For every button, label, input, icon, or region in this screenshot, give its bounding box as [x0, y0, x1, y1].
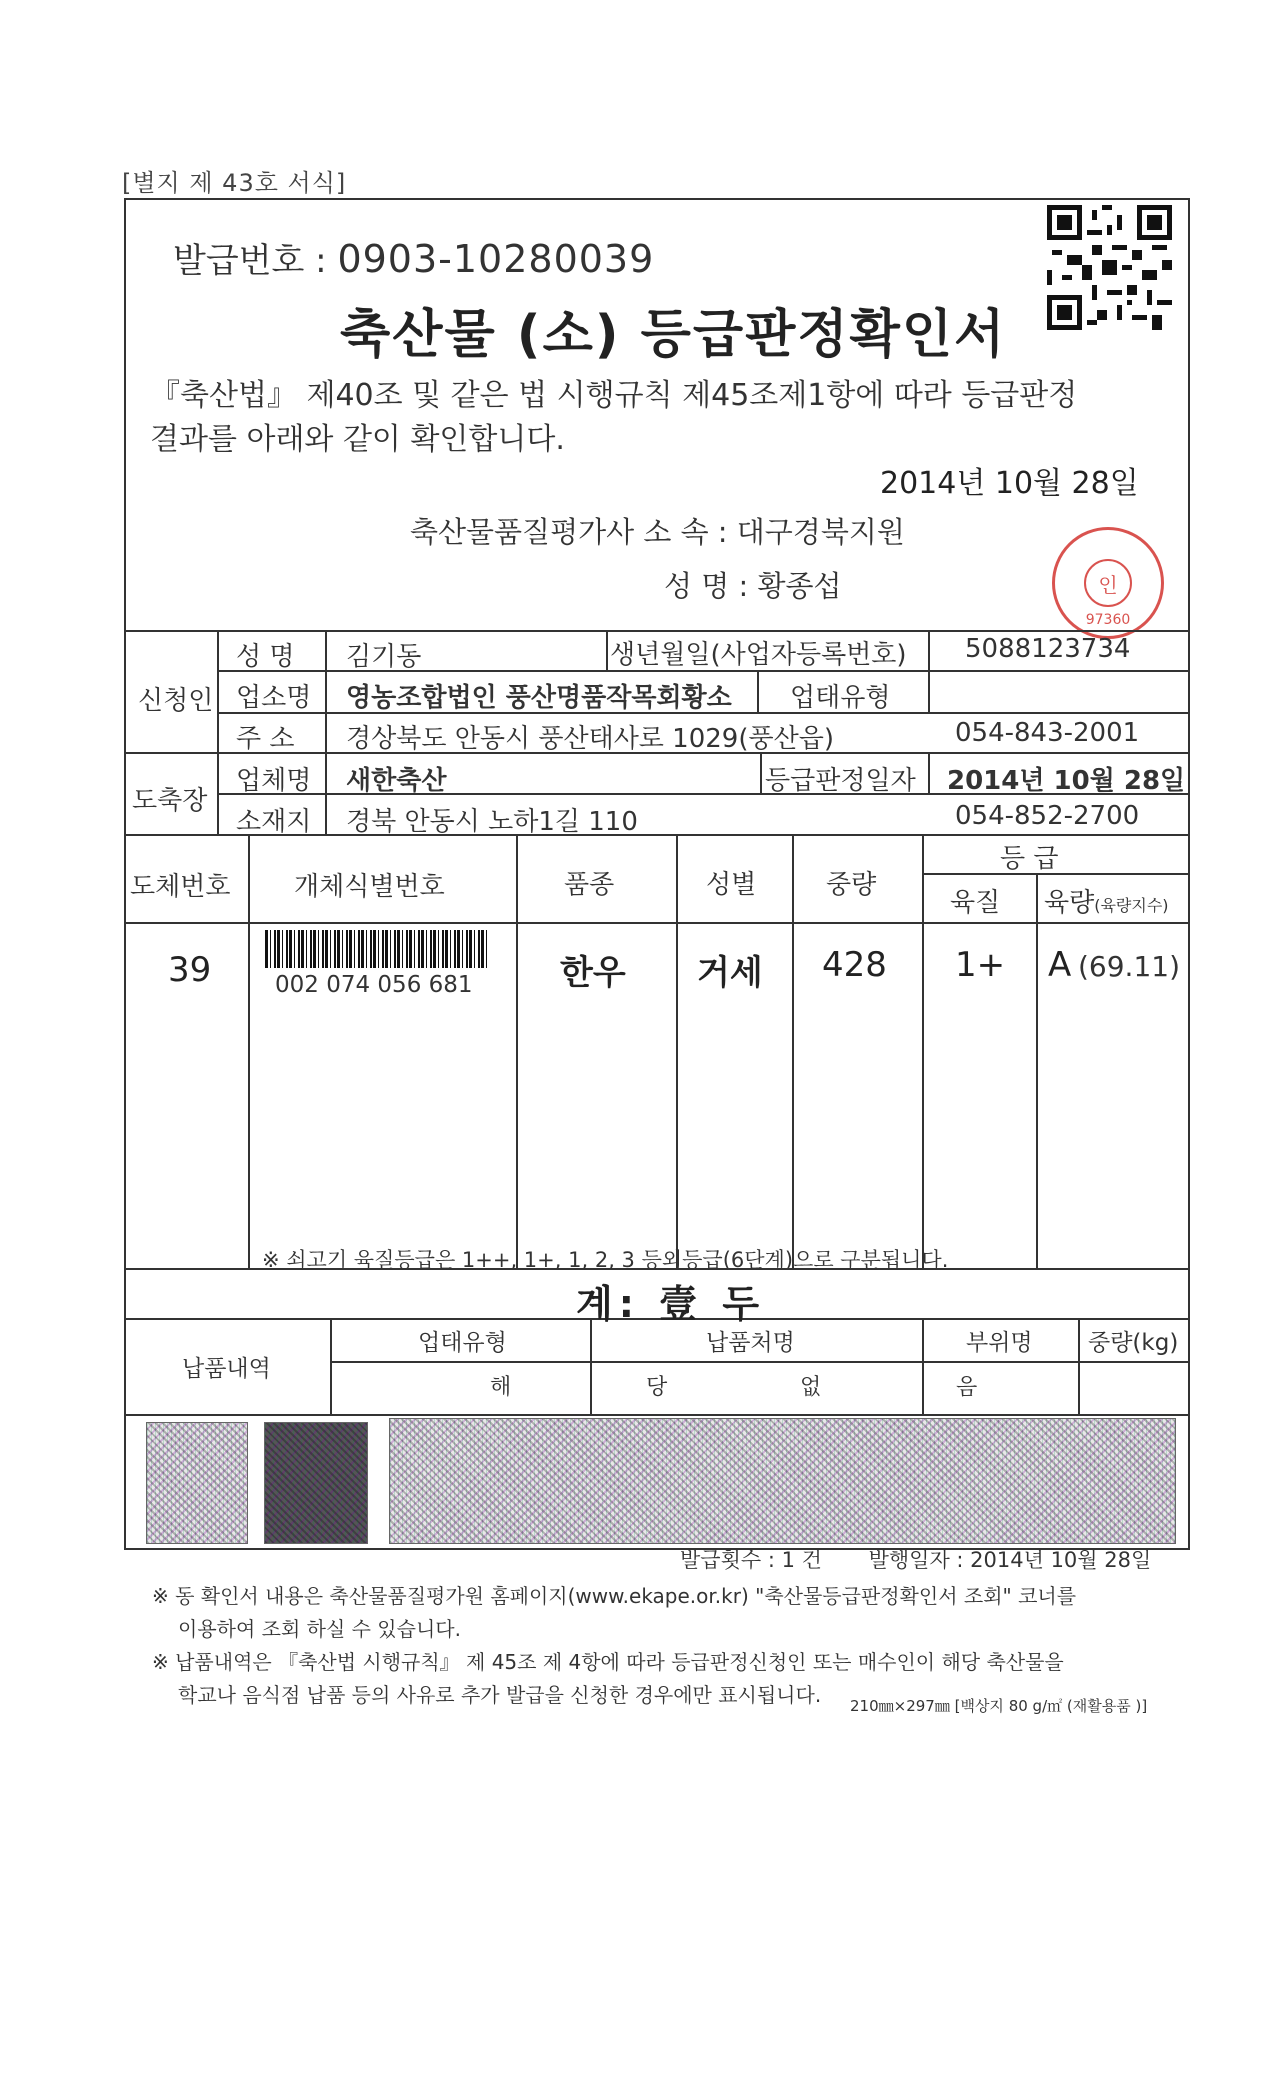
- delivery-header-weight: 중량(kg): [1088, 1330, 1179, 1356]
- applicant-phone: 054-843-2001: [955, 718, 1140, 748]
- divider: [1078, 1318, 1080, 1414]
- seal-number: 97360: [1085, 612, 1131, 628]
- divider: [330, 1361, 1190, 1363]
- header-id-no: 개체식별번호: [294, 872, 445, 902]
- company-name: 새한축산: [346, 766, 447, 796]
- header-weight: 중량: [826, 870, 877, 900]
- delivery-header-destination: 납품처명: [706, 1330, 795, 1356]
- qr-code: [1047, 205, 1172, 330]
- issue-date: 발행일자 : 2014년 10월 28일: [868, 1548, 1152, 1572]
- issue-number-line: [173, 233, 654, 282]
- divider: [325, 630, 327, 834]
- grade-date: 2014년 10월 28일: [947, 766, 1186, 796]
- divider: [760, 752, 762, 794]
- breed-value: 한우: [560, 953, 626, 993]
- issue-footer: [680, 1544, 1151, 1574]
- divider: [606, 630, 608, 672]
- applicant-section-label: 신청인: [138, 686, 214, 716]
- intro-text: [150, 374, 1110, 462]
- grader-affiliation: 축산물품질평가사 소 속 : 대구경북지원: [410, 515, 905, 549]
- note-line-2: 이용하여 조회 하실 수 있습니다.: [178, 1617, 461, 1641]
- delivery-header-type: 업태유형: [418, 1330, 507, 1356]
- divider: [124, 922, 1190, 924]
- divider: [676, 834, 678, 1268]
- animal-id: 002 074 056 681: [275, 972, 473, 998]
- security-pattern-3: [389, 1418, 1176, 1544]
- address-label: 주 소: [236, 724, 295, 754]
- seal-center: 인: [1084, 559, 1132, 607]
- slaughterhouse-phone: 054-852-2700: [955, 801, 1140, 831]
- header-yield: [1044, 882, 1169, 919]
- header-grade: 등 급: [1000, 844, 1059, 874]
- divider: [516, 834, 518, 1268]
- divider: [124, 1414, 1190, 1416]
- divider: [792, 834, 794, 1268]
- name-label: 성 명: [236, 642, 295, 672]
- delivery-value-4: 음: [956, 1375, 978, 1400]
- divider: [248, 834, 250, 1268]
- header-quality: 육질: [950, 888, 1001, 918]
- divider: [922, 834, 924, 1268]
- security-pattern-2: [264, 1422, 368, 1544]
- divider: [928, 630, 930, 672]
- intro-line-2: 결과를 아래와 같이 확인합니다.: [150, 422, 565, 457]
- header-yield-index: (육량지수): [1094, 896, 1169, 915]
- applicant-name: 김기동: [346, 642, 422, 672]
- grader-name: 성 명 : 황종섭: [664, 569, 842, 603]
- form-label: [별지 제 43호 서식]: [122, 169, 347, 197]
- barcode: [265, 930, 487, 968]
- header-sex: 성별: [706, 870, 757, 900]
- business-name: 영농조합법인 풍산명품작목회황소: [346, 683, 732, 713]
- delivery-value-2: 당: [646, 1375, 668, 1400]
- company-label: 업체명: [236, 766, 312, 796]
- delivery-header-part: 부위명: [966, 1330, 1033, 1356]
- issue-number: 0903-10280039: [337, 237, 655, 281]
- divider: [590, 1318, 592, 1414]
- quality-grade: 1+: [955, 945, 1006, 985]
- divider: [124, 630, 1190, 632]
- delivery-label: 납품내역: [182, 1356, 271, 1382]
- slaughterhouse-address: 경북 안동시 노하1길 110: [346, 807, 638, 837]
- delivery-value-3: 없: [800, 1375, 822, 1400]
- notes: [152, 1580, 1172, 1712]
- carcass-number: 39: [168, 950, 212, 990]
- issue-count: 발급횟수 : 1 건: [680, 1548, 822, 1572]
- slaughterhouse-section-label: 도축장: [132, 786, 208, 816]
- note-line-1: ※ 동 확인서 내용은 축산물품질평가원 홈페이지(www.ekape.or.kr) "축산물등급판정확인서 조회" 코너를: [152, 1584, 1077, 1608]
- certificate-date: 2014년 10월 28일: [880, 466, 1139, 501]
- paper-spec: 210㎜×297㎜ [백상지 80 g/㎡ (재활용품 )]: [850, 1697, 1148, 1715]
- yield-grade: A: [1048, 945, 1072, 985]
- birth-value: 5088123734: [965, 634, 1131, 664]
- business-label: 업소명: [236, 683, 312, 713]
- note-line-4: 학교나 음식점 납품 등의 사유로 추가 발급을 신청한 경우에만 표시됩니다.: [178, 1683, 822, 1707]
- divider: [1036, 873, 1038, 1268]
- yield-index: (69.11): [1078, 950, 1181, 983]
- birth-label: 생년월일(사업자등록번호): [610, 640, 907, 670]
- location-label: 소재지: [236, 807, 312, 837]
- divider: [922, 1318, 924, 1414]
- divider: [928, 670, 930, 712]
- grade-date-label: 등급판정일자: [765, 766, 916, 796]
- issue-label: 발급번호 :: [173, 241, 327, 281]
- security-pattern-1: [146, 1422, 248, 1544]
- official-seal: [1052, 527, 1164, 639]
- weight-value: 428: [822, 945, 887, 985]
- header-breed: 품종: [564, 870, 615, 900]
- delivery-value-1: 해: [490, 1375, 512, 1400]
- sex-value: 거세: [697, 953, 763, 993]
- divider: [928, 752, 930, 794]
- total-count: 계: 壹 두: [576, 1282, 766, 1326]
- business-type-label: 업태유형: [790, 683, 891, 713]
- note-line-3: ※ 납품내역은 『축산법 시행규칙』 제 45조 제 4항에 따라 등급판정신청인 또는 매수인이 해당 축산물을: [152, 1650, 1064, 1674]
- applicant-address: 경상북도 안동시 풍산태사로 1029(풍산읍): [346, 724, 834, 754]
- divider: [757, 670, 759, 712]
- grade-note: ※ 쇠고기 육질등급은 1++, 1+, 1, 2, 3 등외등급(6단계)으로 구분됩니다.: [262, 1248, 949, 1272]
- document-title: 축산물 (소) 등급판정확인서: [340, 305, 1007, 365]
- intro-line-1: 『축산법』 제40조 및 같은 법 시행규칙 제45조제1항에 따라 등급판정: [150, 378, 1078, 413]
- divider: [330, 1318, 332, 1414]
- divider: [217, 630, 219, 834]
- header-yield-label: 육량: [1044, 888, 1095, 918]
- header-carcass-no: 도체번호: [130, 872, 231, 902]
